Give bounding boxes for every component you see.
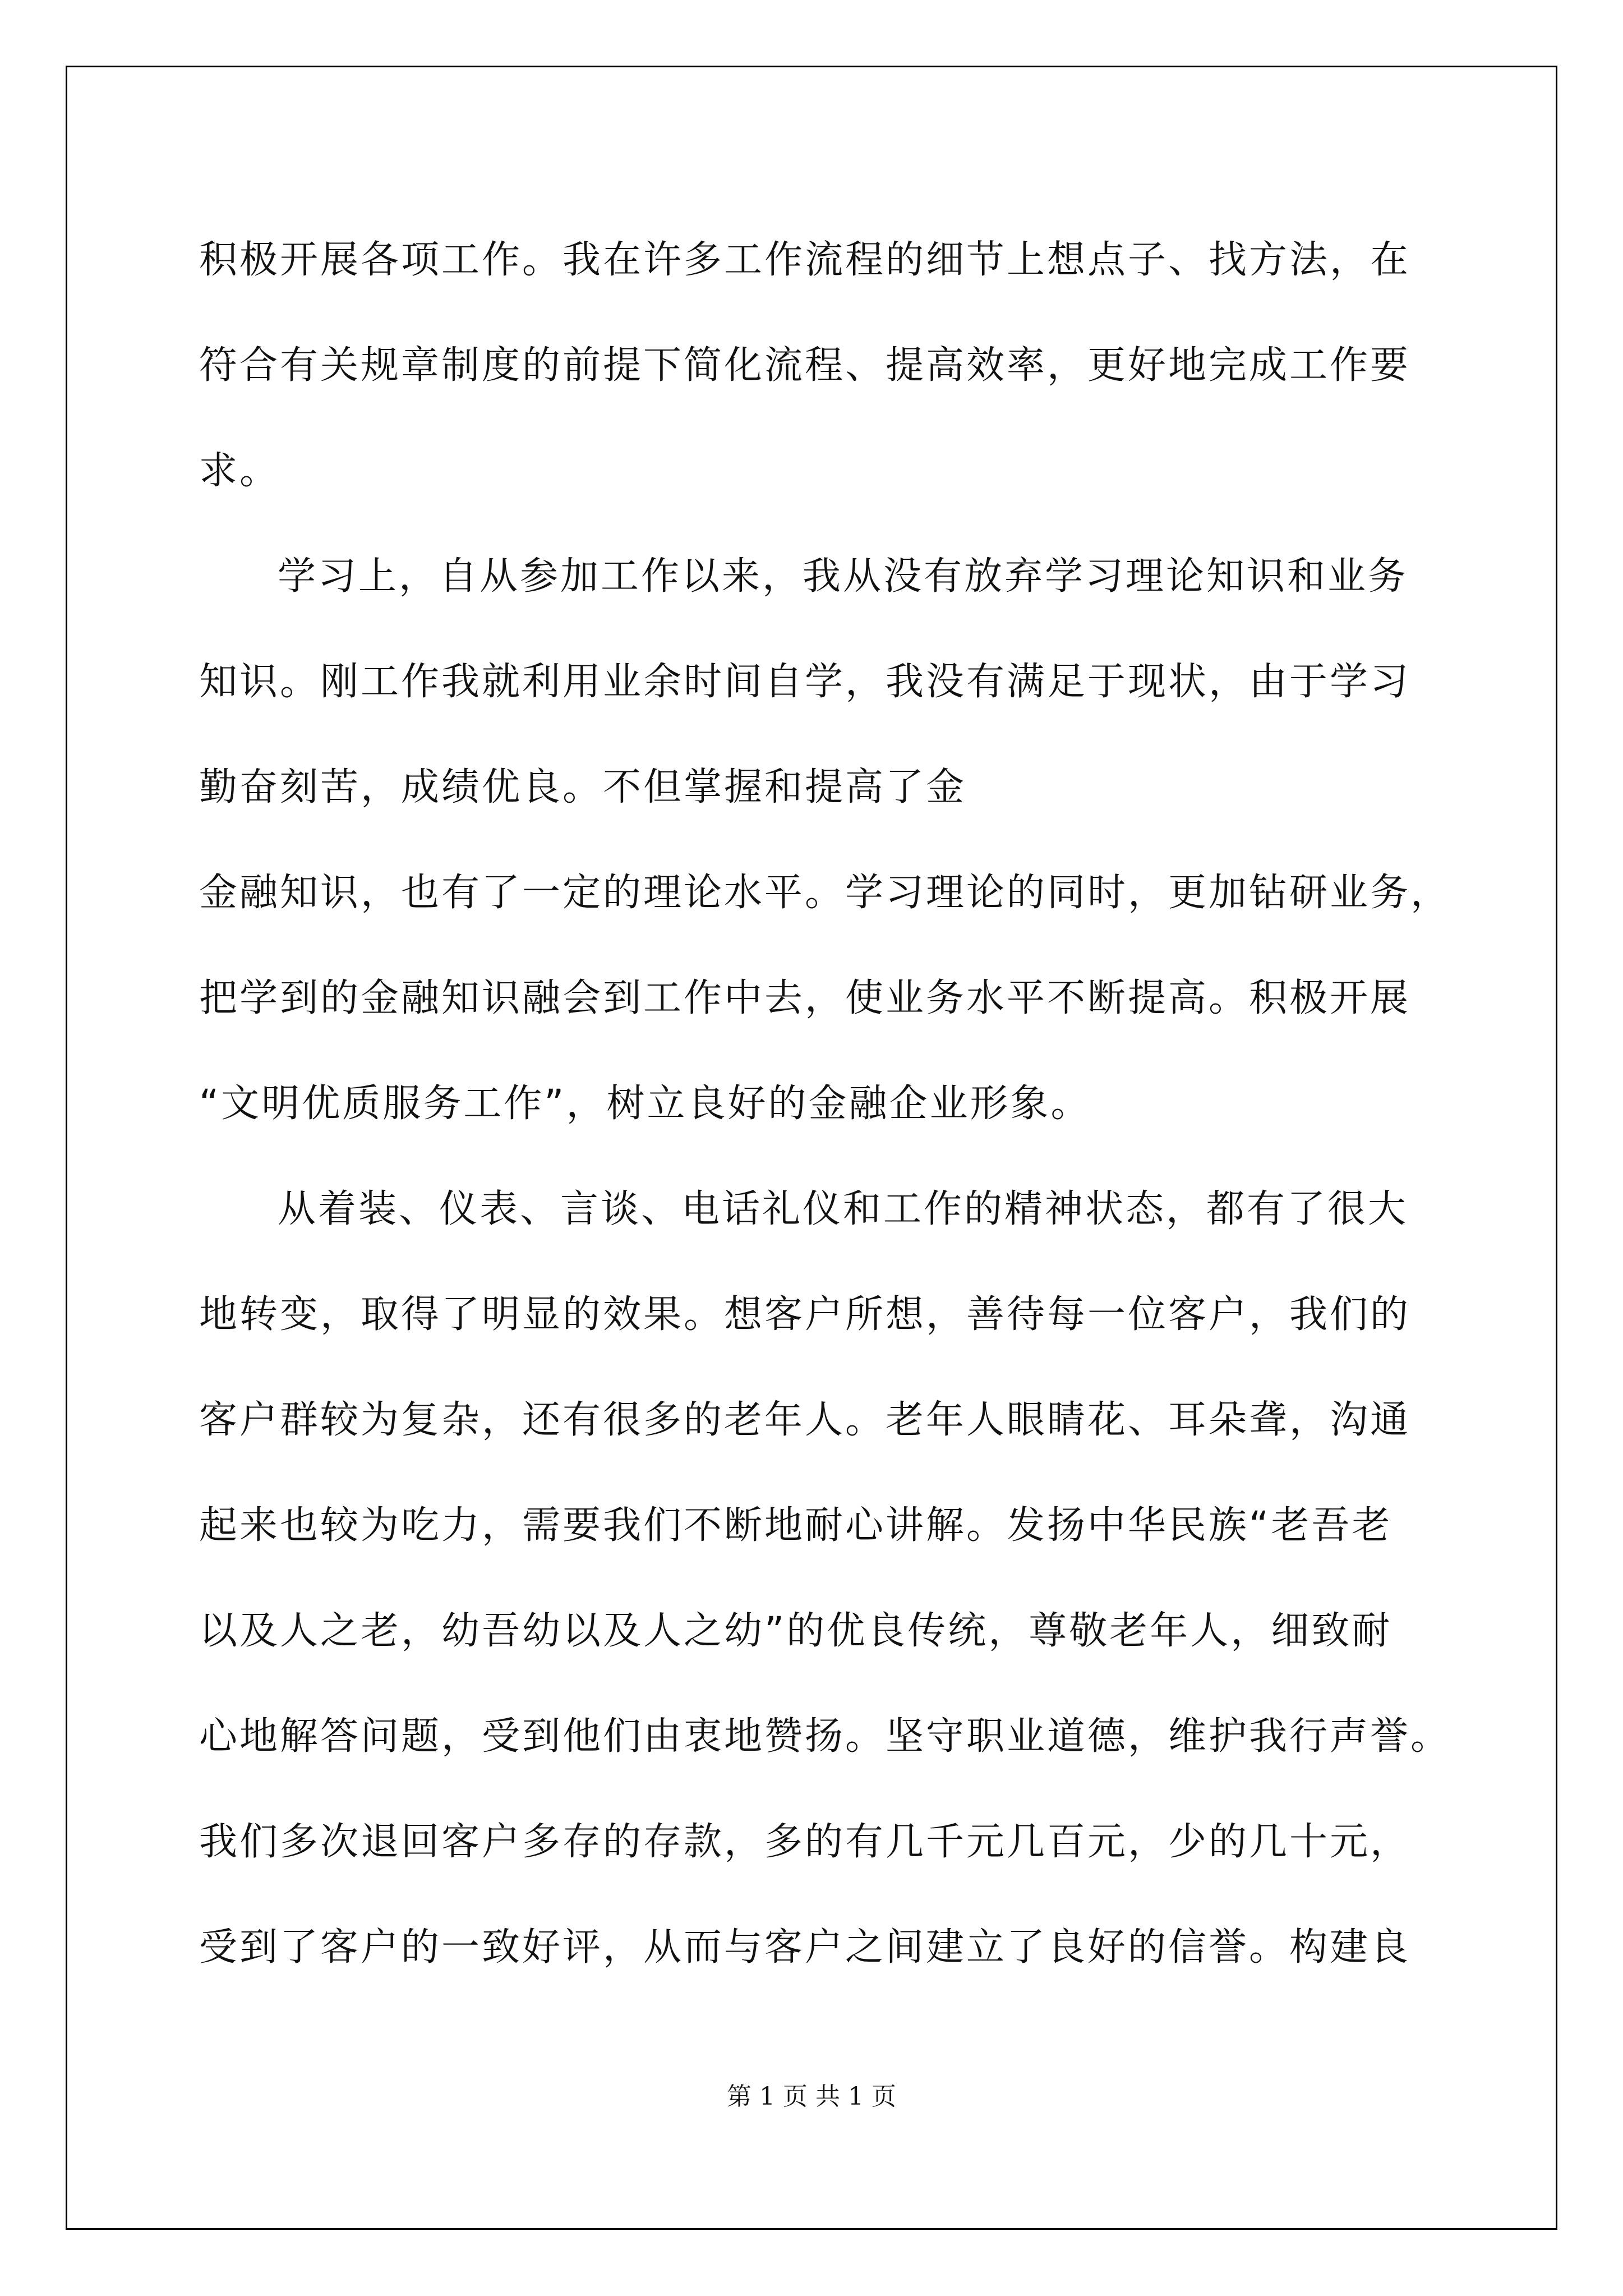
page-number-footer: 第 1 页 共 1 页 bbox=[727, 2082, 896, 2111]
text-line: “文明优质服务工作”，树立良好的金融企业形象。 bbox=[199, 1082, 1091, 1126]
text-line: 客户群较为复杂，还有很多的老年人。老年人眼睛花、耳朵聋，沟通 bbox=[199, 1398, 1411, 1442]
text-line: 把学到的金融知识融会到工作中去，使业务水平不断提高。积极开展 bbox=[199, 976, 1411, 1020]
text-line: 符合有关规章制度的前提下简化流程、提高效率，更好地完成工作要 bbox=[199, 343, 1411, 388]
text-line: 勤奋刻苦，成绩优良。不但掌握和提高了金 bbox=[199, 765, 967, 809]
text-line: 起来也较为吃力，需要我们不断地耐心讲解。发扬中华民族“老吾老 bbox=[199, 1503, 1393, 1548]
text-line: 知识。刚工作我就利用业余时间自学，我没有满足于现状，由于学习 bbox=[199, 660, 1411, 704]
paragraph-start-line: 学习上，自从参加工作以来，我从没有放弃学习理论知识和业务 bbox=[278, 554, 1409, 599]
text-line: 以及人之老，幼吾幼以及人之幼”的优良传统，尊敬老年人，细致耐 bbox=[199, 1609, 1393, 1653]
document-body bbox=[199, 208, 1451, 2000]
text-line: 地转变，取得了明显的效果。想客户所想，善待每一位客户，我们的 bbox=[199, 1292, 1411, 1337]
text-line: 心地解答问题，受到他们由衷地赞扬。坚守职业道德，维护我行声誉。 bbox=[199, 1714, 1451, 1759]
text-line: 积极开展各项工作。我在许多工作流程的细节上想点子、找方法，在 bbox=[199, 238, 1411, 282]
text-line: 受到了客户的一致好评，从而与客户之间建立了良好的信誉。构建良 bbox=[199, 1925, 1411, 1970]
text-line: 求。 bbox=[199, 449, 280, 493]
paragraph-start-line: 从着装、仪表、言谈、电话礼仪和工作的精神状态，都有了很大 bbox=[278, 1187, 1409, 1231]
text-line: 金融知识，也有了一定的理论水平。学习理论的同时，更加钻研业务， bbox=[199, 871, 1451, 915]
text-line: 我们多次退回客户多存的存款，多的有几千元几百元，少的几十元， bbox=[199, 1820, 1411, 1864]
